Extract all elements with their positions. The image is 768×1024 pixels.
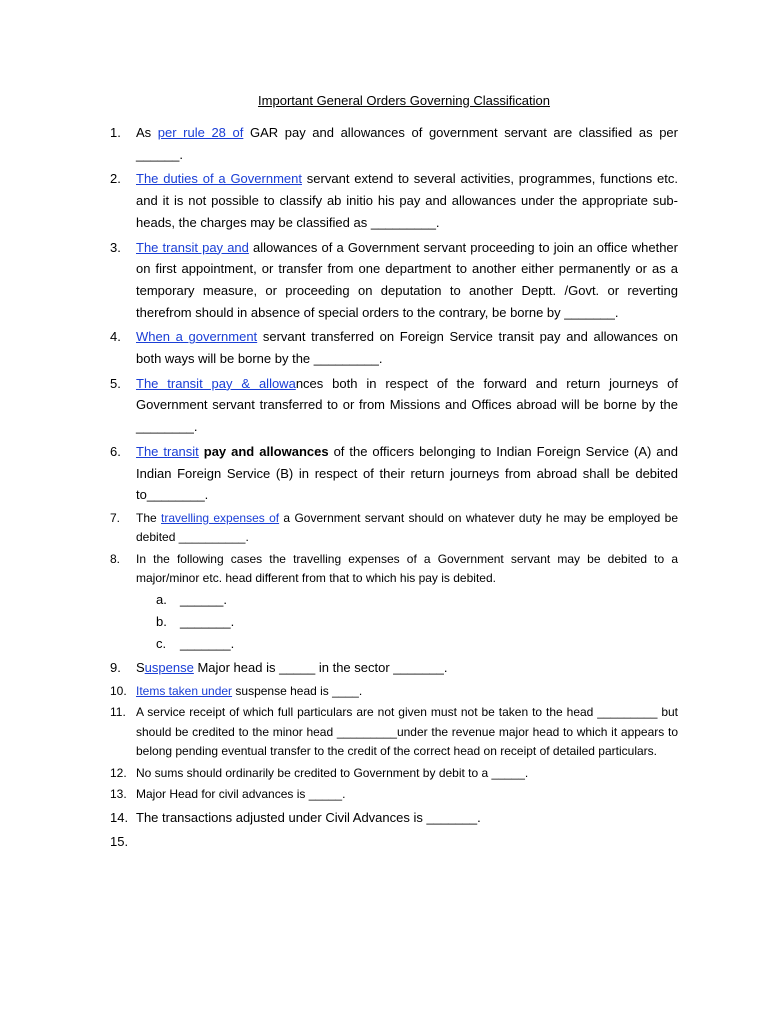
item-text: suspense head is ____.	[232, 683, 363, 698]
item-text: In the following cases the travelling expenses of a Government servant may be debited to a major/minor etc. head different from that to which his pay is debited.	[136, 551, 678, 586]
list-item	[110, 122, 678, 165]
question-list	[110, 122, 679, 850]
item-number: 10.	[110, 683, 127, 698]
sub-item-letter: b.	[156, 613, 167, 629]
hyperlink[interactable]: Items taken under	[136, 683, 233, 698]
item-text: The transactions adjusted under Civil Advances is _______.	[136, 809, 481, 825]
item-number: 15.	[110, 834, 129, 850]
sub-item-letter: c.	[156, 635, 167, 651]
item-text: servant transferred on Foreign Service transit pay and allowances on both ways will be borne by the _________.	[136, 329, 678, 367]
item-number: 11.	[110, 705, 126, 720]
sub-list-item	[156, 589, 678, 611]
item-number: 8.	[110, 551, 121, 566]
hyperlink[interactable]: The duties of a Government	[136, 171, 302, 187]
sub-item-text: _______.	[180, 635, 235, 651]
item-number: 13.	[110, 787, 127, 802]
hyperlink[interactable]: travelling expenses of	[161, 510, 280, 525]
list-item	[110, 373, 678, 438]
item-number: 9.	[110, 659, 121, 675]
sub-list-item	[156, 611, 678, 633]
list-item	[110, 509, 678, 548]
list-item	[110, 657, 678, 679]
item-text: a Government servant should on whatever duty he may be employed be debited __________.	[136, 510, 678, 545]
bold-text: pay and allowances	[198, 443, 329, 459]
item-text: GAR pay and allowances of government servant are classified as per ______.	[136, 125, 678, 162]
sub-list-item	[156, 633, 678, 655]
item-number: 2.	[110, 171, 121, 187]
sub-item-text: _______.	[180, 613, 235, 629]
item-text: As	[136, 125, 158, 140]
item-text: servant extend to several activities, programmes, functions etc. and it is not possible to classify ab initio his pay and allowances under the appropriate sub-heads, the charges may be classified as _________.	[136, 171, 678, 230]
list-item	[110, 703, 678, 762]
item-text: Major head is _____ in the sector _______.	[193, 659, 448, 675]
item-text: A service receipt of which full particulars are not given must not be taken to the head _________ but should be credited to the minor head _________under the revenue major head to which it appears to belong pending eventual transfer to the credit of the correct head on receipt of detailed particulars.	[136, 705, 678, 759]
item-text: S	[136, 659, 145, 675]
list-item	[110, 807, 678, 829]
item-text: The	[136, 510, 162, 525]
hyperlink[interactable]: The transit pay & allowa	[136, 375, 296, 391]
list-item	[110, 785, 678, 805]
item-number: 6.	[110, 443, 121, 459]
hyperlink[interactable]: uspense	[144, 659, 194, 675]
item-number: 1.	[110, 125, 121, 140]
hyperlink[interactable]: per rule 28 of	[157, 125, 244, 140]
list-item	[110, 682, 678, 702]
list-item	[110, 441, 678, 506]
item-text: nces both in respect of the forward and return journeys of Government servant transferred to or from Missions and Offices abroad will be borne by the ________.	[136, 375, 678, 435]
item-number: 14.	[110, 809, 129, 825]
item-text: No sums should ordinarily be credited to Government by debit to a _____.	[136, 765, 529, 780]
item-text: of the officers belonging to Indian Foreign Service (A) and Indian Foreign Service (B) in respect of their return journeys from abroad shall be debited to________.	[136, 443, 679, 503]
hyperlink[interactable]: When a government	[136, 329, 258, 345]
list-item	[110, 237, 678, 324]
list-item	[110, 326, 678, 369]
item-text: Major Head for civil advances is _____.	[136, 787, 346, 802]
document-title: Important General Orders Governing Classification	[258, 93, 550, 108]
item-number: 5.	[110, 375, 121, 391]
item-number: 12.	[110, 765, 127, 780]
list-item	[110, 168, 678, 233]
sub-list	[136, 589, 678, 655]
sub-item-text: ______.	[180, 591, 227, 607]
sub-item-letter: a.	[156, 591, 167, 607]
item-text: allowances of a Government servant proceeding to join an office whether on first appointment, or transfer from one department to another either permanently or as a temporary measure, or proceeding on deputation to another Deptt. /Govt. or reverting therefrom should in absence of special orders to the contrary, be borne by _______.	[136, 239, 678, 320]
item-number: 7.	[110, 510, 121, 525]
item-number: 4.	[110, 329, 121, 345]
hyperlink[interactable]: The transit	[136, 443, 199, 459]
list-item	[110, 764, 678, 784]
item-number: 3.	[110, 239, 121, 255]
hyperlink[interactable]: The transit pay and	[136, 239, 249, 255]
list-item	[110, 550, 678, 655]
